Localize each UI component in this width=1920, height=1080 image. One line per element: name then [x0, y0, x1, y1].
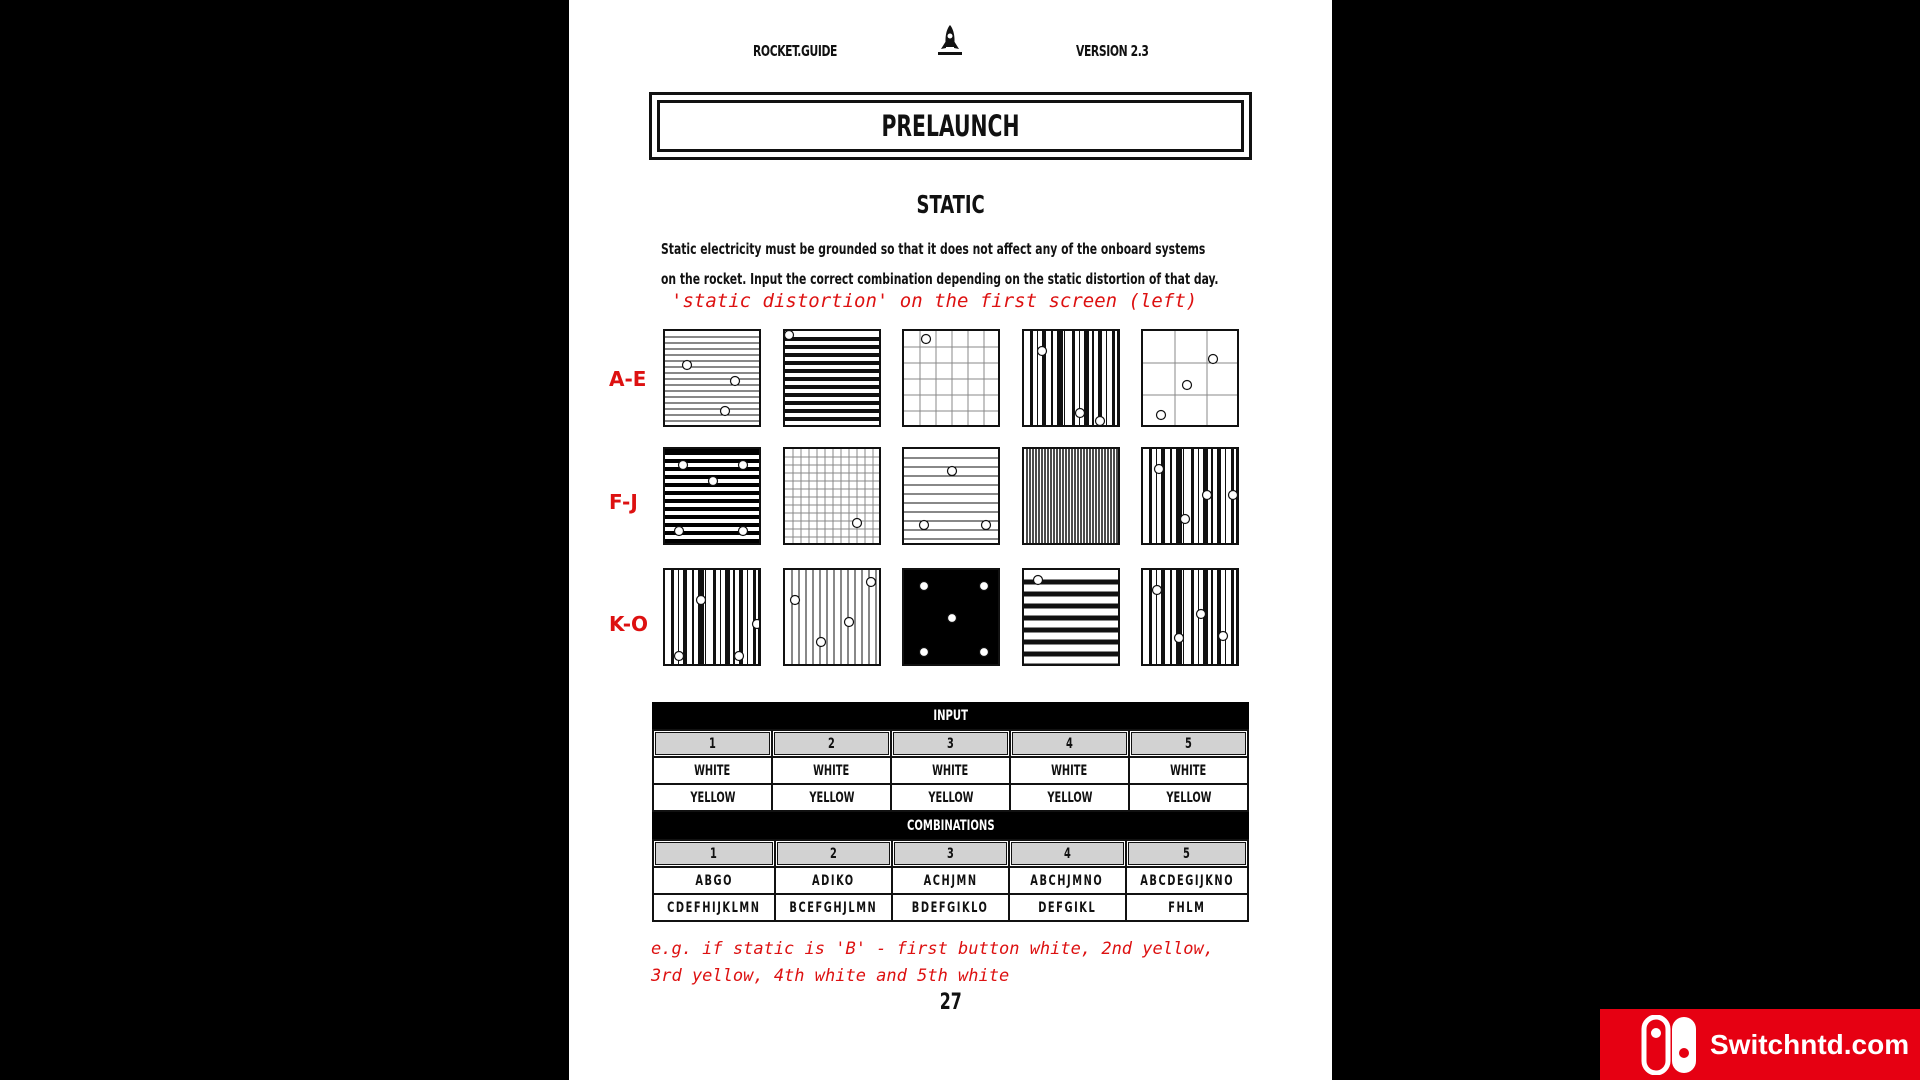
combination-cell: CDEFHIJKLMN: [654, 893, 774, 920]
table-column-2: [771, 729, 890, 812]
static-tile-j: [1141, 447, 1239, 545]
tile-dot: [1181, 515, 1190, 524]
column-number: 5: [1130, 731, 1247, 756]
tile-pattern: [1024, 331, 1120, 427]
color-option-cell: YELLOW: [1011, 783, 1128, 810]
static-tile-o: [1141, 568, 1239, 666]
tile-dot: [922, 335, 931, 344]
tile-pattern: [1143, 570, 1239, 666]
static-tile-g: [783, 447, 881, 545]
column-number: 1: [654, 731, 771, 756]
pattern-bar: [671, 570, 674, 666]
tile-pattern: [665, 331, 761, 427]
pattern-bar: [725, 570, 730, 666]
pattern-bar: [733, 570, 735, 666]
combinations-header: COMBINATIONS: [652, 812, 1249, 839]
tile-pattern: [785, 570, 881, 666]
pattern-bar: [1236, 570, 1237, 666]
tile-dot: [731, 377, 740, 386]
header-right: VERSION 2.3: [1076, 42, 1149, 60]
color-option-cell: YELLOW: [654, 783, 771, 810]
tile-dot: [1229, 491, 1238, 500]
tile-dot: [980, 648, 989, 657]
tile-dot: [1076, 409, 1085, 418]
tile-dot: [867, 578, 876, 587]
watermark-text: Switchntd.com: [1710, 1028, 1910, 1060]
annotation-bottom: e.g. if static is 'B' - first button white, 2nd yellow, 3rd yellow, 4th white and 5th white: [651, 939, 1214, 986]
tile-dot: [920, 582, 929, 591]
pattern-bar: [1037, 331, 1038, 427]
table-column-1: [652, 839, 774, 922]
table-column-2: [774, 839, 891, 922]
combo-grid: [652, 839, 1249, 922]
static-tile-c: [902, 329, 1000, 427]
combination-cell: DEFGIKL: [1010, 893, 1125, 920]
table-column-5: [1128, 729, 1249, 812]
pattern-bar: [1030, 331, 1033, 427]
pattern-bar: [758, 570, 759, 666]
tile-dot: [853, 519, 862, 528]
pattern-bar: [698, 570, 704, 666]
column-number: 4: [1011, 731, 1128, 756]
color-option-cell: WHITE: [1130, 756, 1247, 783]
pattern-bar: [1191, 570, 1194, 666]
pattern-bar: [1183, 449, 1184, 545]
static-tile-b: [783, 329, 881, 427]
watermark-badge: [1600, 1009, 1920, 1080]
tile-dot: [1096, 417, 1105, 426]
static-tile-m: [902, 568, 1000, 666]
pattern-bar: [692, 570, 694, 666]
row-label-f-j: F-J: [609, 490, 638, 514]
column-number: 3: [892, 731, 1009, 756]
static-tile-n: [1022, 568, 1120, 666]
switch-logo-icon: [1640, 1015, 1700, 1075]
tile-pattern: [1024, 449, 1120, 545]
table-column-1: [652, 729, 771, 812]
tile-dot: [1038, 347, 1047, 356]
static-tile-f: [663, 447, 761, 545]
pattern-bar: [1106, 331, 1107, 427]
pattern-bar: [1161, 570, 1165, 666]
rocket-icon: [933, 23, 967, 59]
tile-dot: [982, 521, 991, 530]
tile-pattern: [1143, 331, 1239, 427]
static-tile-i: [1022, 447, 1120, 545]
pattern-bar: [1149, 570, 1152, 666]
column-number: 3: [893, 841, 1008, 866]
tile-dot: [845, 618, 854, 627]
color-option-cell: WHITE: [1011, 756, 1128, 783]
pattern-bar: [1112, 331, 1115, 427]
color-option-cell: WHITE: [773, 756, 890, 783]
pattern-bar: [1225, 570, 1226, 666]
pattern-bar: [1211, 570, 1213, 666]
pattern-bar: [1117, 331, 1118, 427]
static-tile-l: [783, 568, 881, 666]
column-number: 1: [654, 841, 774, 866]
tile-dot: [1203, 491, 1212, 500]
pattern-bar: [683, 570, 687, 666]
combination-cell: BCEFGHJLMN: [776, 893, 891, 920]
pattern-bar: [1092, 331, 1094, 427]
header-left: ROCKET.GUIDE: [753, 42, 837, 60]
pattern-bar: [713, 570, 716, 666]
tile-dot: [1034, 576, 1043, 585]
tile-pattern: [785, 449, 881, 545]
tile-dot: [1175, 634, 1184, 643]
table-column-4: [1008, 839, 1125, 922]
pattern-bar: [1231, 570, 1234, 666]
tile-dot: [948, 467, 957, 476]
tile-dot: [920, 521, 929, 530]
table-column-3: [891, 839, 1008, 922]
tile-dot: [817, 638, 826, 647]
color-option-cell: YELLOW: [892, 783, 1009, 810]
pattern-bar: [1156, 449, 1157, 545]
pattern-bar: [1161, 449, 1165, 545]
tile-dot: [1209, 355, 1218, 364]
tile-dot: [739, 461, 748, 470]
tile-pattern: [904, 331, 1000, 427]
tile-pattern: [904, 449, 1000, 545]
input-header: INPUT: [652, 702, 1249, 729]
tile-dot: [1183, 381, 1192, 390]
pattern-bar: [1156, 570, 1157, 666]
row-label-k-o: K-O: [609, 612, 649, 636]
pattern-bar: [1191, 449, 1194, 545]
table-column-5: [1125, 839, 1249, 922]
tile-dot: [980, 582, 989, 591]
tile-pattern: [785, 331, 881, 427]
tile-background: [904, 449, 1000, 545]
tile-dot: [679, 461, 688, 470]
tile-dot: [735, 652, 744, 661]
pattern-bar: [1170, 570, 1172, 666]
annotation-top: 'static distortion' on the first screen (left): [671, 290, 1198, 312]
pattern-bar: [1057, 331, 1063, 427]
tile-pattern: [665, 449, 761, 545]
tile-dot: [675, 652, 684, 661]
tile-pattern: [1143, 449, 1239, 545]
combination-cell: ABCHJMNO: [1010, 866, 1125, 893]
combination-cell: BDEFGIKLO: [893, 893, 1008, 920]
pattern-bar: [1064, 331, 1065, 427]
tile-dot: [721, 407, 730, 416]
input-table: [652, 702, 1249, 922]
tile-dot: [1153, 586, 1162, 595]
color-option-cell: YELLOW: [1130, 783, 1247, 810]
pattern-bar: [1217, 449, 1221, 545]
pattern-bar: [1051, 331, 1053, 427]
combination-cell: ACHJMN: [893, 866, 1008, 893]
pattern-bar: [1170, 449, 1172, 545]
section-title: STATIC: [916, 190, 985, 219]
tile-dot: [753, 620, 762, 629]
color-option-cell: YELLOW: [773, 783, 890, 810]
pattern-bar: [747, 570, 748, 666]
tile-pattern: [665, 570, 761, 666]
body-text: Static electricity must be grounded so that it does not affect any of the onboard systems on the rocket. Input the correct combination depending on the static distortion of that day.: [661, 240, 1219, 288]
pattern-bar: [705, 570, 706, 666]
guide-page: [569, 0, 1332, 1080]
pattern-bar: [1217, 570, 1221, 666]
tile-dot: [709, 477, 718, 486]
tile-dot: [1197, 610, 1206, 619]
column-number: 5: [1127, 841, 1247, 866]
tile-dot: [697, 596, 706, 605]
combination-cell: ADIKO: [776, 866, 891, 893]
pattern-bar: [1042, 331, 1046, 427]
page-title: PRELAUNCH: [881, 109, 1020, 143]
static-tile-e: [1141, 329, 1239, 427]
pattern-bar: [1225, 449, 1226, 545]
combination-cell: FHLM: [1127, 893, 1247, 920]
pattern-bar: [1183, 570, 1184, 666]
page-number: 27: [939, 990, 962, 1015]
static-tile-h: [902, 447, 1000, 545]
tile-dot: [675, 527, 684, 536]
tile-dot: [739, 527, 748, 536]
combination-cell: ABCDEGIJKNO: [1127, 866, 1247, 893]
title-box: [649, 92, 1252, 160]
pattern-bar: [1198, 449, 1199, 545]
tile-pattern: [1024, 570, 1120, 666]
tile-dot: [1157, 411, 1166, 420]
table-column-3: [890, 729, 1009, 812]
pattern-bar: [753, 570, 756, 666]
tile-dot: [948, 614, 957, 623]
input-grid: [652, 729, 1249, 812]
tile-dot: [785, 331, 794, 340]
column-number: 4: [1010, 841, 1125, 866]
tile-dot: [920, 648, 929, 657]
pattern-bar: [1098, 331, 1102, 427]
static-tile-k: [663, 568, 761, 666]
tile-dot: [1219, 632, 1228, 641]
tile-dot: [1155, 465, 1164, 474]
column-number: 2: [776, 841, 891, 866]
pattern-bar: [720, 570, 721, 666]
color-option-cell: WHITE: [892, 756, 1009, 783]
pattern-bar: [1176, 570, 1182, 666]
tile-pattern: [904, 570, 1000, 666]
color-option-cell: WHITE: [654, 756, 771, 783]
static-tile-a: [663, 329, 761, 427]
pattern-bar: [1072, 331, 1075, 427]
row-label-a-e: A-E: [609, 367, 647, 391]
pattern-bar: [1149, 449, 1152, 545]
pattern-bar: [1176, 449, 1182, 545]
table-column-4: [1009, 729, 1128, 812]
static-tile-d: [1022, 329, 1120, 427]
combination-cell: ABGO: [654, 866, 774, 893]
column-number: 2: [773, 731, 890, 756]
tile-dot: [683, 361, 692, 370]
tile-dot: [791, 596, 800, 605]
